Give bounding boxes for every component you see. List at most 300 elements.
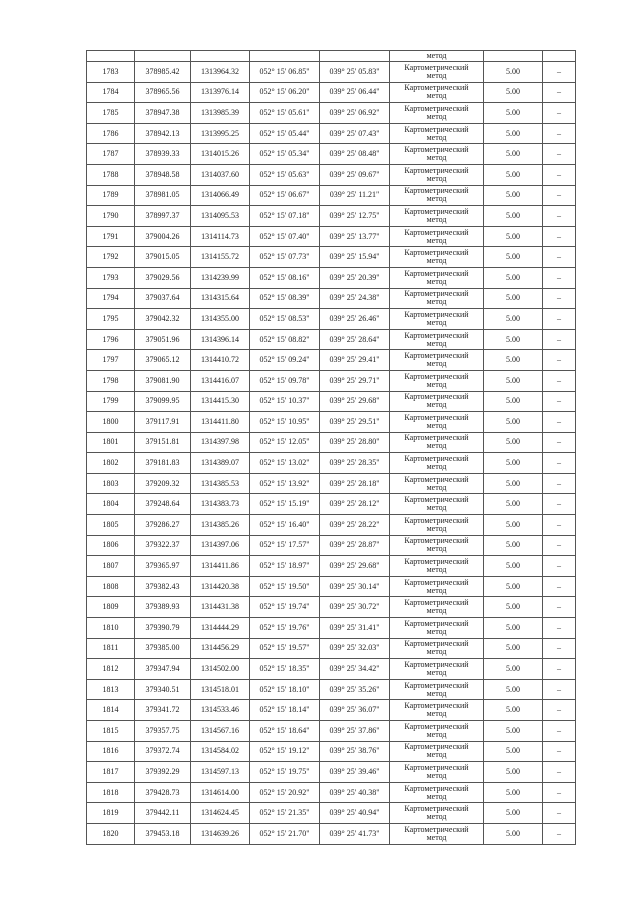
cell-x: 379372.74 [135,741,191,762]
cell-point: 1807 [87,556,135,577]
cell-method [390,309,484,330]
cell-accuracy: 5.00 [484,782,543,803]
table-row [87,206,576,227]
table-row [87,659,576,680]
method-line-1: Картометрический [404,495,469,505]
cell-latitude: 052° 15' 18.10" [250,679,320,700]
cell-point: 1786 [87,123,135,144]
cell-note: – [543,247,576,268]
cell-longitude: 039° 25' 31.41" [320,618,390,639]
method-line-1: Картометрический [404,392,469,402]
cell-latitude: 052° 15' 16.40" [250,515,320,536]
cell-longitude: 039° 25' 29.68" [320,556,390,577]
cell-x: 379042.32 [135,309,191,330]
cell-method [390,123,484,144]
cell-note: – [543,164,576,185]
cell-point: 1806 [87,535,135,556]
cell-note: – [543,309,576,330]
method-line-1: Картометрический [404,309,469,319]
cell-point: 1783 [87,62,135,83]
cell-accuracy: 5.00 [484,741,543,762]
cell-point: 1815 [87,721,135,742]
cell-x: 379389.93 [135,597,191,618]
cell-point: 1802 [87,453,135,474]
cell-method [390,247,484,268]
table-row [87,370,576,391]
cell-point: 1796 [87,329,135,350]
cell-y: 1314066.49 [191,185,250,206]
cell-accuracy: 5.00 [484,226,543,247]
table-row [87,803,576,824]
cell-method [390,62,484,83]
cell-longitude: 039° 25' 39.46" [320,762,390,783]
cell-x: 379151.81 [135,432,191,453]
cell-x: 378942.13 [135,123,191,144]
table-row [87,432,576,453]
cell-latitude: 052° 15' 09.24" [250,350,320,371]
cell-y: 1314239.99 [191,267,250,288]
cell-accuracy: 5.00 [484,803,543,824]
cell-note: – [543,823,576,844]
table-row [87,741,576,762]
cell-y: 1314355.00 [191,309,250,330]
cell-point: 1819 [87,803,135,824]
cell-latitude: 052° 15' 19.76" [250,618,320,639]
cell-method [390,803,484,824]
cell-method [390,432,484,453]
cell-point: 1785 [87,103,135,124]
cell-y: 1314533.46 [191,700,250,721]
cell-latitude: 052° 15' 18.64" [250,721,320,742]
cell-longitude: 039° 25' 30.72" [320,597,390,618]
table-row [87,679,576,700]
cell-y: 1314397.06 [191,535,250,556]
cell-longitude: 039° 25' 35.26" [320,679,390,700]
cell-note: – [543,144,576,165]
cell-longitude: 039° 25' 28.22" [320,515,390,536]
cell-x: 378965.56 [135,82,191,103]
cell-point: 1784 [87,82,135,103]
method-line-2: метод [426,606,447,616]
cell-method [390,576,484,597]
cell-y: 1314037.60 [191,164,250,185]
cell-latitude: 052° 15' 09.78" [250,370,320,391]
cell-accuracy: 5.00 [484,618,543,639]
cell-method [390,638,484,659]
cell-latitude: 052° 15' 06.20" [250,82,320,103]
cell-note: – [543,267,576,288]
cell-point: 1799 [87,391,135,412]
cell-longitude: 039° 25' 40.38" [320,782,390,803]
table-row [87,515,576,536]
cell-accuracy: 5.00 [484,82,543,103]
cell-point: 1788 [87,164,135,185]
method-line-2: метод [426,153,447,163]
method-line-1: Картометрический [404,721,469,731]
cell-latitude: 052° 15' 08.53" [250,309,320,330]
cell-accuracy: 5.00 [484,267,543,288]
cell-longitude: 039° 25' 12.75" [320,206,390,227]
table-row [87,721,576,742]
cell-accuracy: 5.00 [484,309,543,330]
cell-point: 1813 [87,679,135,700]
cell-x: 379117.91 [135,412,191,433]
table-row [87,618,576,639]
method-line-1: Картометрический [404,660,469,670]
cell-accuracy: 5.00 [484,473,543,494]
method-line-1: Картометрический [404,804,469,814]
cell-y: 1314415.30 [191,391,250,412]
cell-method [390,82,484,103]
cell-latitude: 052° 15' 20.92" [250,782,320,803]
method-line-1: Картометрический [404,454,469,464]
cell-accuracy: 5.00 [484,494,543,515]
cell-latitude: 052° 15' 06.67" [250,185,320,206]
cell-note: – [543,535,576,556]
cell-longitude: 039° 25' 32.03" [320,638,390,659]
cell-x: 379453.18 [135,823,191,844]
cell-method [390,762,484,783]
cell-x: 379004.26 [135,226,191,247]
cell-method [390,782,484,803]
cell-method [390,164,484,185]
cell-x: 378985.42 [135,62,191,83]
cell-method [390,370,484,391]
cell-longitude: 039° 25' 40.94" [320,803,390,824]
cell-y: 1313964.32 [191,62,250,83]
cell-latitude: 052° 15' 19.12" [250,741,320,762]
cell-accuracy: 5.00 [484,597,543,618]
cell-method [390,103,484,124]
method-line-2: метод [426,276,447,286]
cell-note: – [543,288,576,309]
cell-y [191,51,250,62]
cell-latitude: 052° 15' 21.70" [250,823,320,844]
cell-note: – [543,762,576,783]
table-row [87,329,576,350]
cell-y: 1314114.73 [191,226,250,247]
cell-longitude: 039° 25' 06.92" [320,103,390,124]
cell-x: 379340.51 [135,679,191,700]
cell-latitude: 052° 15' 17.57" [250,535,320,556]
cell-latitude: 052° 15' 05.34" [250,144,320,165]
coordinates-table [86,50,576,845]
cell-note: – [543,453,576,474]
cell-longitude: 039° 25' 15.94" [320,247,390,268]
cell-y: 1314015.26 [191,144,250,165]
cell-longitude: 039° 25' 28.12" [320,494,390,515]
method-line-2: метод [426,729,447,739]
cell-x: 379341.72 [135,700,191,721]
cell-x: 378939.33 [135,144,191,165]
method-line-1: Картометрический [404,145,469,155]
method-line-2: метод [426,688,447,698]
cell-point: 1791 [87,226,135,247]
cell-y: 1314614.00 [191,782,250,803]
cell-latitude: 052° 15' 08.16" [250,267,320,288]
method-line-1: Картометрический [404,701,469,711]
cell-note: – [543,412,576,433]
cell-x: 379015.05 [135,247,191,268]
cell-accuracy: 5.00 [484,432,543,453]
cell-longitude: 039° 25' 07.43" [320,123,390,144]
cell-longitude: 039° 25' 09.67" [320,164,390,185]
cell-x: 378947.38 [135,103,191,124]
cell-accuracy: 5.00 [484,453,543,474]
method-line-2: метод [426,91,447,101]
cell-note: – [543,226,576,247]
method-line-2: метод [426,111,447,121]
method-line-2: метод [426,462,447,472]
cell-longitude: 039° 25' 24.38" [320,288,390,309]
method-line-2: метод [426,297,447,307]
cell-point: 1817 [87,762,135,783]
cell-accuracy: 5.00 [484,659,543,680]
cell-accuracy: 5.00 [484,62,543,83]
cell-accuracy: 5.00 [484,185,543,206]
cell-accuracy: 5.00 [484,576,543,597]
cell-y: 1314584.02 [191,741,250,762]
cell-y: 1313995.25 [191,123,250,144]
cell-longitude: 039° 25' 28.80" [320,432,390,453]
method-line-2: метод [426,770,447,780]
cell-note: – [543,556,576,577]
method-line-1: Картометрический [404,83,469,93]
cell-method [390,721,484,742]
cell-accuracy: 5.00 [484,638,543,659]
method-line-2: метод [426,626,447,636]
cell-x [135,51,191,62]
table-row [87,576,576,597]
cell-longitude: 039° 25' 36.07" [320,700,390,721]
cell-longitude: 039° 25' 29.51" [320,412,390,433]
method-line-1: Картометрический [404,742,469,752]
cell-latitude: 052° 15' 19.74" [250,597,320,618]
cell-y: 1314411.86 [191,556,250,577]
table-row [87,453,576,474]
cell-accuracy: 5.00 [484,823,543,844]
cell-longitude: 039° 25' 29.68" [320,391,390,412]
cell-note: – [543,206,576,227]
cell-latitude [250,51,320,62]
cell-latitude: 052° 15' 08.82" [250,329,320,350]
cell-longitude: 039° 25' 30.14" [320,576,390,597]
method-line-1: Картометрический [404,474,469,484]
cell-x: 379286.27 [135,515,191,536]
method-line-1: Картометрический [404,598,469,608]
cell-note: – [543,391,576,412]
cell-point: 1816 [87,741,135,762]
cell-latitude: 052° 15' 15.19" [250,494,320,515]
method-line-2: метод [426,791,447,801]
table-row [87,309,576,330]
method-line-2: метод [426,668,447,678]
cell-note: – [543,679,576,700]
cell-latitude: 052° 15' 18.35" [250,659,320,680]
method-line-2: метод [426,832,447,842]
cell-note: – [543,432,576,453]
cell-x: 379442.11 [135,803,191,824]
cell-latitude: 052° 15' 05.44" [250,123,320,144]
cell-x: 379037.64 [135,288,191,309]
cell-latitude: 052° 15' 10.37" [250,391,320,412]
table-row [87,103,576,124]
cell-method [390,700,484,721]
cell-latitude: 052° 15' 21.35" [250,803,320,824]
cell-y: 1313985.39 [191,103,250,124]
cell-accuracy: 5.00 [484,206,543,227]
cell-point: 1818 [87,782,135,803]
cell-method [390,473,484,494]
cell-latitude: 052° 15' 19.75" [250,762,320,783]
cell-accuracy: 5.00 [484,679,543,700]
method-line-2: метод [426,482,447,492]
cell-method [390,556,484,577]
cell-x: 379209.32 [135,473,191,494]
cell-longitude: 039° 25' 13.77" [320,226,390,247]
cell-point: 1804 [87,494,135,515]
cell-longitude: 039° 25' 29.71" [320,370,390,391]
cell-note: – [543,370,576,391]
method-line-1: Картометрический [404,618,469,628]
cell-note: – [543,82,576,103]
method-line-1: Картометрический [404,783,469,793]
table-row [87,762,576,783]
method-line-1: Картометрический [404,762,469,772]
cell-y: 1314396.14 [191,329,250,350]
cell-accuracy: 5.00 [484,556,543,577]
cell-longitude: 039° 25' 05.83" [320,62,390,83]
method-line-2: метод [426,523,447,533]
cell-latitude: 052° 15' 06.85" [250,62,320,83]
cell-latitude: 052° 15' 10.95" [250,412,320,433]
method-line-1: Картометрический [404,639,469,649]
cell-note: – [543,597,576,618]
method-line-2: метод [426,647,447,657]
cell-point: 1790 [87,206,135,227]
cell-latitude: 052° 15' 08.39" [250,288,320,309]
cell-x: 379099.95 [135,391,191,412]
cell-method [390,391,484,412]
method-line-2: метод [426,709,447,719]
cell-note: – [543,741,576,762]
table-row [87,144,576,165]
cell-y: 1314624.45 [191,803,250,824]
cell-x: 379051.96 [135,329,191,350]
cell-note: – [543,494,576,515]
table-row [87,638,576,659]
cell-latitude: 052° 15' 07.73" [250,247,320,268]
table-row-continued [87,51,576,62]
table-row [87,267,576,288]
cell-accuracy: 5.00 [484,762,543,783]
cell-point: 1808 [87,576,135,597]
cell-latitude: 052° 15' 19.57" [250,638,320,659]
table-row [87,123,576,144]
cell-method [390,515,484,536]
cell-method [390,185,484,206]
cell-longitude: 039° 25' 06.44" [320,82,390,103]
cell-point: 1795 [87,309,135,330]
method-line-1: Картометрический [404,412,469,422]
method-line-2: метод [426,565,447,575]
cell-note [543,51,576,62]
cell-method [390,597,484,618]
cell-y: 1314416.07 [191,370,250,391]
cell-accuracy: 5.00 [484,123,543,144]
cell-method [390,494,484,515]
method-line-2: метод [426,750,447,760]
cell-x: 379248.64 [135,494,191,515]
cell-longitude: 039° 25' 34.42" [320,659,390,680]
cell-y: 1314639.26 [191,823,250,844]
method-line-2: метод [426,235,447,245]
cell-x: 379382.43 [135,576,191,597]
cell-latitude: 052° 15' 18.97" [250,556,320,577]
method-line-1: Картометрический [404,536,469,546]
method-line-1: Картометрический [404,268,469,278]
cell-method [390,679,484,700]
cell-point: 1793 [87,267,135,288]
cell-point: 1814 [87,700,135,721]
method-line-2: метод [426,256,447,266]
cell-x: 378948.58 [135,164,191,185]
method-line-1: Картометрический [404,680,469,690]
cell-point: 1810 [87,618,135,639]
method-line-1: Картометрический [404,433,469,443]
method-line-2: метод [426,544,447,554]
cell-method [390,659,484,680]
cell-method [390,453,484,474]
method-line-1: Картометрический [404,124,469,134]
cell-note: – [543,350,576,371]
table-row [87,700,576,721]
cell-x: 379181.83 [135,453,191,474]
cell-x: 379428.73 [135,782,191,803]
table-row [87,185,576,206]
cell-longitude: 039° 25' 11.21" [320,185,390,206]
cell-latitude: 052° 15' 07.40" [250,226,320,247]
cell-note: – [543,700,576,721]
cell-note: – [543,782,576,803]
cell-accuracy: 5.00 [484,247,543,268]
cell-accuracy: 5.00 [484,370,543,391]
cell-point: 1803 [87,473,135,494]
cell-point: 1792 [87,247,135,268]
cell-method [390,618,484,639]
cell-note: – [543,659,576,680]
method-line-1: Картометрический [404,557,469,567]
table-row [87,556,576,577]
cell-accuracy [484,51,543,62]
method-line-1: Картометрический [404,577,469,587]
cell-y: 1314385.53 [191,473,250,494]
cell-longitude: 039° 25' 20.39" [320,267,390,288]
cell-latitude: 052° 15' 07.18" [250,206,320,227]
cell-point: 1800 [87,412,135,433]
cell-longitude: 039° 25' 29.41" [320,350,390,371]
cell-longitude: 039° 25' 38.76" [320,741,390,762]
cell-longitude: 039° 25' 08.48" [320,144,390,165]
method-line-1: Картометрический [404,330,469,340]
method-line-1: Картометрический [404,371,469,381]
cell-x: 379385.00 [135,638,191,659]
cell-latitude: 052° 15' 05.61" [250,103,320,124]
cell-latitude: 052° 15' 05.63" [250,164,320,185]
cell-x: 378997.37 [135,206,191,227]
table-row [87,494,576,515]
cell-accuracy: 5.00 [484,329,543,350]
